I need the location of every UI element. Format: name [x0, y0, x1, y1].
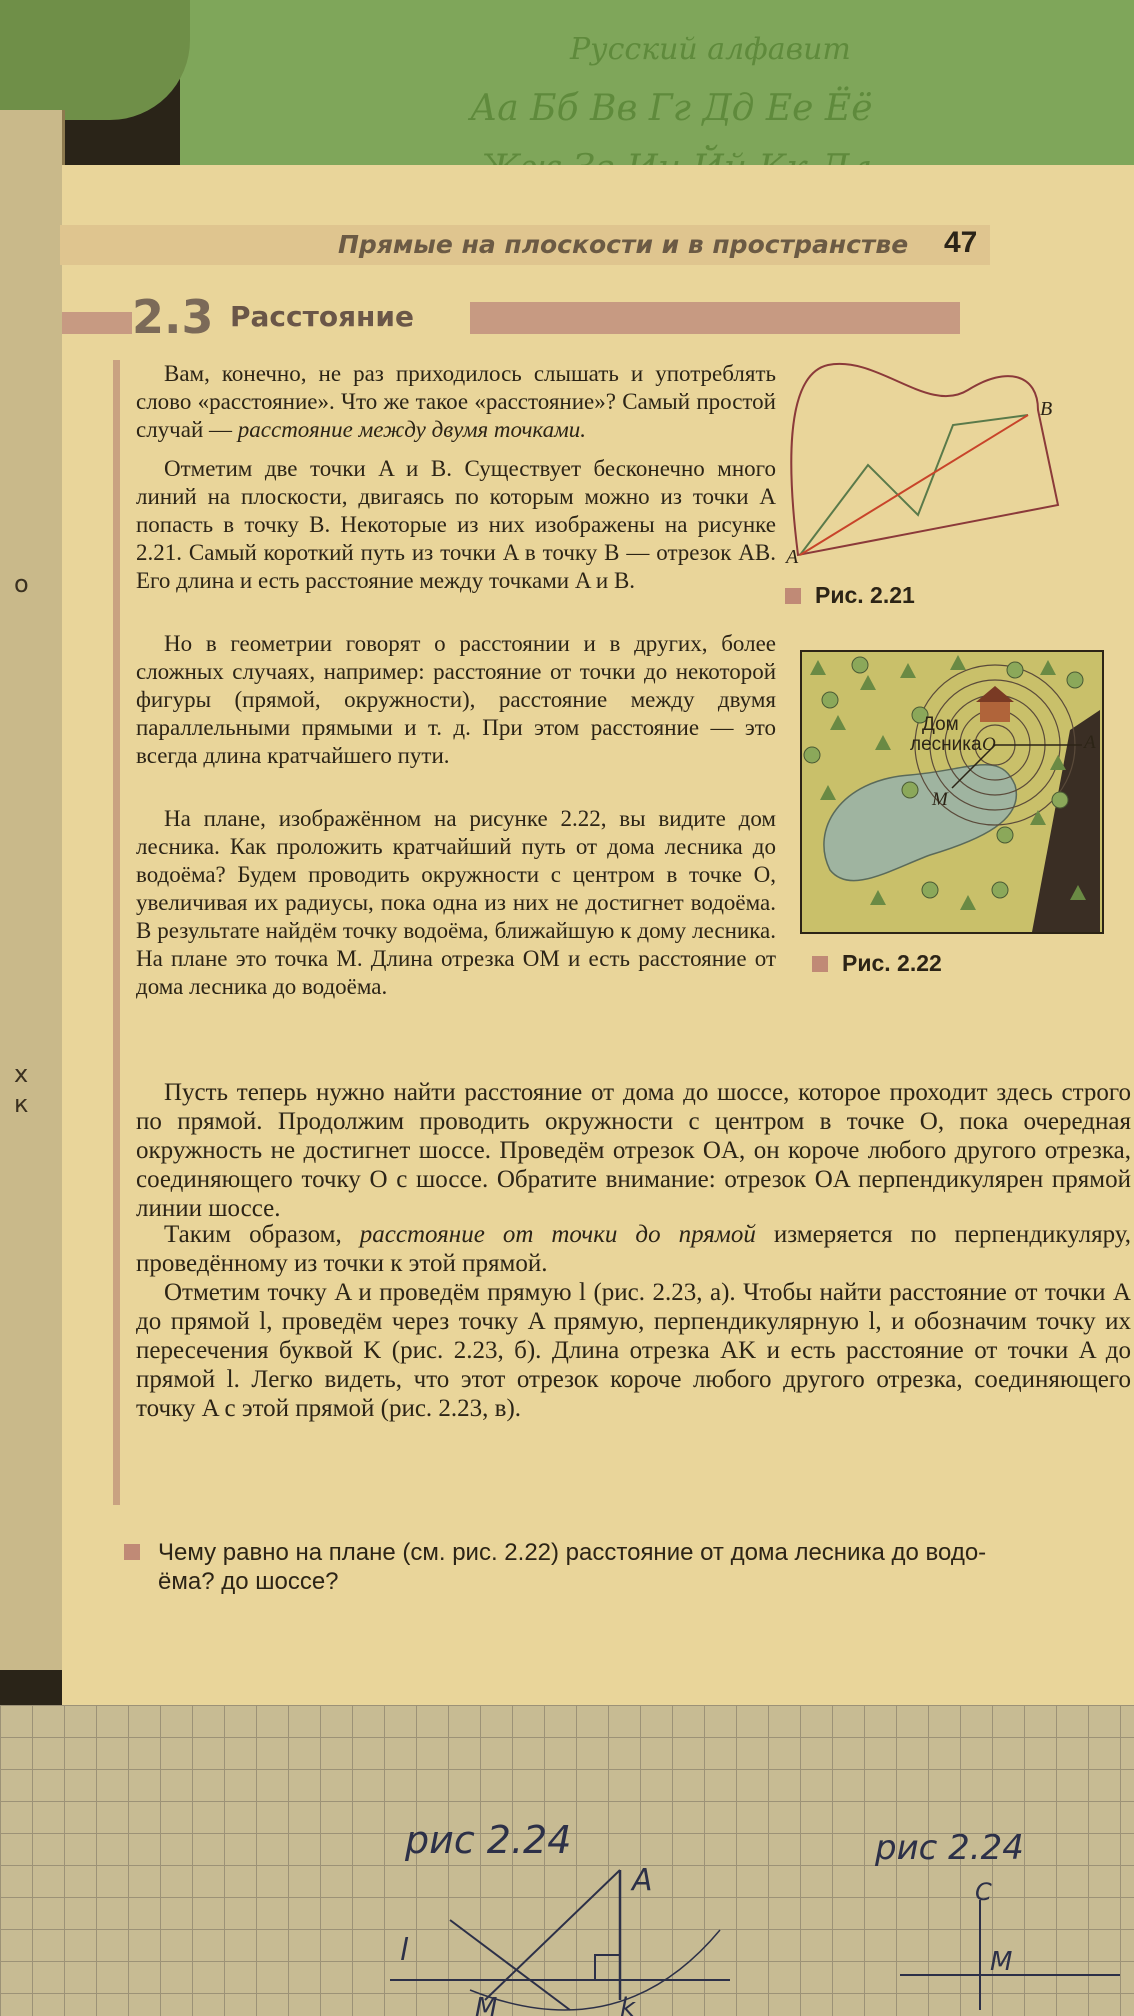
curved-path	[791, 364, 1058, 555]
handwritten-sketch-right	[880, 1880, 1130, 2016]
figure-2-21	[788, 355, 1098, 570]
definition-start: Таким образом,	[164, 1221, 342, 1248]
section-number: 2.3	[132, 290, 214, 344]
paragraph-two-points: Отметим две точки A и B. Существует бесконечно много линий на плоскости, двигаясь по которым можно из точки A попасть в точку B. Некоторые из них изображены на рисунке 2.21. Самый короткий путь из точки A в точку B — отрезок AB. Его длина и есть расстояние между точками A и B.	[136, 456, 776, 593]
paragraph-forester-plan: На плане, изображённом на рисунке 2.22, вы видите дом лесника. Как проложить кратчайший путь от дома лесника до водоёма? Будем проводить окружности с центром в точке O, увеличивая их радиусы, пока одна из них не достигнет водоёма. В результате найдём точку водоёма, ближайшую к дому лесника. На плане это точка M. Длина отрезка OM и есть расстояние от дома лесника до водоёма.	[136, 806, 776, 999]
green-object	[0, 0, 190, 120]
house-label-line2: лесника	[910, 734, 982, 755]
left-page-edge	[0, 110, 65, 1670]
figure-2-22	[800, 650, 1105, 935]
extra-line	[450, 1920, 570, 2010]
caption-marker	[785, 588, 801, 604]
hand-label-m2: M	[990, 1947, 1013, 1977]
hand-label-k: k	[620, 1993, 636, 2016]
hand-label-c: C	[975, 1878, 992, 1906]
margin-rule	[113, 360, 120, 1505]
page-number: 47	[944, 226, 978, 259]
house-icon	[980, 700, 1010, 722]
definition-emphasis: расстояние от точки до прямой	[359, 1221, 756, 1248]
paragraph-intro-emphasis: расстояние между двумя точками.	[237, 417, 587, 442]
house-label-line1: Дом	[922, 714, 959, 735]
caption-2-22-text: Рис. 2.22	[842, 950, 942, 976]
question-line-2: ёма? до шоссе?	[158, 1568, 339, 1595]
point-a-label: A	[786, 546, 799, 568]
point-o-label: O	[982, 734, 996, 755]
paragraph-definition	[136, 1220, 1131, 1278]
right-angle-mark	[595, 1955, 620, 1980]
question-line-1: Чему равно на плане (см. рис. 2.22) расстояние от дома лесника до водо-	[158, 1539, 987, 1566]
handwritten-note-1: рис 2.24	[405, 1818, 572, 1862]
question-marker	[124, 1544, 140, 1560]
caption-2-21	[785, 582, 915, 609]
hand-label-l: l	[400, 1933, 409, 1968]
alphabet-title: Русский алфавит	[570, 32, 851, 67]
caption-2-22	[812, 950, 942, 977]
paragraph-intro-text: Вам, конечно, не раз приходилось слышать и употреблять слово «расстояние». Что же такое «расстояние»? Самый простой случай —	[136, 361, 776, 442]
hand-label-a: A	[632, 1863, 653, 1898]
segment-ab	[800, 415, 1028, 555]
handwritten-note-2: рис 2.24	[875, 1828, 1024, 1868]
paragraph-highway: Пусть теперь нужно найти расстояние от дома до шоссе, которое проходит здесь строго по прямой. Продолжим проводить окружности с центром в точке O, пока очередная окружность не достигнет шоссе. Проведём отрезок OA, он короче любого другого отрезка, соединяющего точку O с шоссе. Обратите внимание: отрезок OA перпендикулярен прямой линии шоссе.	[136, 1079, 1131, 1222]
hand-label-m: M	[475, 1993, 498, 2016]
paragraph-intro	[136, 360, 776, 444]
running-title: Прямые на плоскости и в пространстве	[338, 230, 909, 259]
left-page-fragment: о	[14, 570, 29, 598]
review-question	[130, 1538, 1120, 1596]
point-a-label: A	[1084, 732, 1096, 753]
handwritten-sketch-left	[380, 1860, 750, 2016]
point-b-label: B	[1040, 398, 1053, 420]
left-page-fragment: к	[14, 1090, 29, 1118]
alphabet-row-1: Аа Бб Вв Гг Дд Ее Ёё	[470, 88, 873, 129]
section-band-left	[62, 312, 132, 334]
caption-2-21-text: Рис. 2.21	[815, 582, 915, 608]
definition-end: измеряется по перпендикуляру, проведённому из точки к этой прямой.	[136, 1221, 1131, 1277]
section-title: Расстояние	[230, 300, 415, 333]
section-band	[470, 302, 960, 334]
point-m-label: M	[932, 789, 948, 810]
caption-marker	[812, 956, 828, 972]
left-page-fragment: х	[14, 1060, 29, 1088]
paragraph-complex-cases: Но в геометрии говорят о расстоянии и в других, более сложных случаях, например: расстояние от точки до некоторой фигуры (прямой, окружности), расстояние между двумя параллельными прямыми и т. д. При этом расстояние — это всегда длина кратчайшего пути.	[136, 631, 776, 768]
paragraph-perpendicular: Отметим точку A и проведём прямую l (рис. 2.23, a). Чтобы найти расстояние от точки A до прямой l, проведём через точку A прямую, перпендикулярную l, и обозначим точку их пересечения буквой K (рис. 2.23, б). Длина отрезка AK и есть расстояние от точки A до прямой l. Легко видеть, что этот отрезок короче любого другого отрезка, соединяющего точку A с этой прямой (рис. 2.23, в).	[136, 1279, 1131, 1422]
